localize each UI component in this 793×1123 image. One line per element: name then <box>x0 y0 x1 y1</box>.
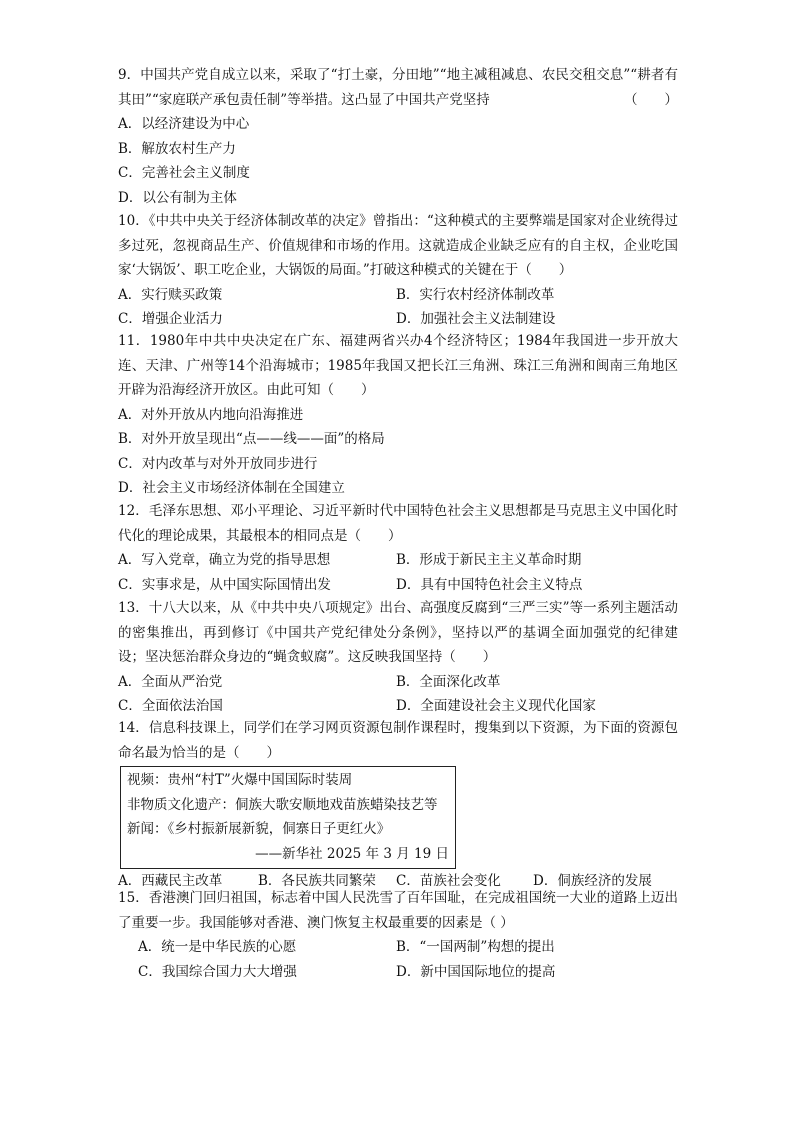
option-d: D．以公有制为主体 <box>118 189 237 206</box>
option-b: B．形成于新民主主义革命时期 <box>396 552 582 568</box>
option-d: D．全面建设社会主义现代化国家 <box>396 698 596 714</box>
option-b: B．实行农村经济体制改革 <box>396 286 555 303</box>
question-stem: 14．信息科技课上，同学们在学习网页资源包制作课程时，搜集到以下资源，为下面的资源包命名最为恰当的是（ ） <box>118 720 678 761</box>
question-14 <box>118 716 678 894</box>
question-stem: 9．中国共产党自成立以来，采取了“打土豪，分田地”“地主减租减息、农民交租交息”“耕者有其田”“家庭联产承包责任制”等举措。这凸显了中国共产党坚持 （ ） <box>118 63 678 112</box>
resource-box <box>120 766 456 869</box>
resource-line: 非物质文化遗产：侗族大歌安顺地戏苗族蜡染技艺等 <box>127 796 438 813</box>
option-d: D．加强社会主义法制建设 <box>396 311 556 327</box>
option-a: A．实行赎买政策 <box>118 286 223 303</box>
option-c: C．苗族社会变化 <box>396 873 501 889</box>
option-a: A．西藏民主改革 <box>118 873 223 889</box>
option-d: D．社会主义市场经济体制在全国建立 <box>118 480 345 496</box>
option-c: C．增强企业活力 <box>118 311 223 327</box>
option-c: C．我国综合国力大大增强 <box>138 963 297 980</box>
option-a: A．统一是中华民族的心愿 <box>138 939 297 955</box>
question-stem: 10．《中共中央关于经济体制改革的决定》曾指出：“这种模式的主要弊端是国家对企业统得过多过死，忽视商品生产、价值规律和市场的作用。这就造成企业缺乏应有的自主权，企业吃国家‘大锅饭’、职工吃企业，大锅饭的局面。”打破这种模式的关键在于（ ） <box>118 213 678 278</box>
question-13 <box>118 596 678 719</box>
option-b: B．全面深化改革 <box>396 673 501 690</box>
question-9 <box>118 63 678 210</box>
option-a: A．全面从严治党 <box>118 673 223 690</box>
option-b: B．对外开放呈现出“点——线——面”的格局 <box>118 431 385 447</box>
option-d: D．具有中国特色社会主义特点 <box>396 576 583 593</box>
option-a: A．写入党章，确立为党的指导思想 <box>118 552 331 568</box>
question-10 <box>118 209 678 332</box>
option-c: C．完善社会主义制度 <box>118 165 250 181</box>
question-stem: 13．十八大以来，从《中共中央八项规定》出台、高强度反腐到“三严三实”等一系列主题活动的密集推出，再到修订《中国共产党纪律处分条例》，坚持以严的基调全面加强党的纪律建设；坚决惩治群众身边的“蝇贪蚁腐”。这反映我国坚持（ ） <box>118 600 678 665</box>
option-c: C．全面依法治国 <box>118 698 223 714</box>
option-c: C．实事求是，从中国实际国情出发 <box>118 576 331 593</box>
option-a: A．以经济建设为中心 <box>118 116 250 132</box>
question-12 <box>118 499 678 597</box>
question-11 <box>118 329 678 501</box>
resource-line: 新闻：《乡村振新展新貌，侗寨日子更红火》 <box>127 821 391 837</box>
option-a: A．对外开放从内地向沿海推进 <box>118 406 304 423</box>
option-b: B．“一国两制”构想的提出 <box>396 939 555 955</box>
option-d: D．新中国国际地位的提高 <box>396 963 556 980</box>
option-d: D．侗族经济的发展 <box>533 873 652 889</box>
option-b: B．各民族共同繁荣 <box>258 873 376 889</box>
question-stem: 11．1980年中共中央决定在广东、福建两省兴办4个经济特区；1984年我国进一步开放大连、天津、广州等14个沿海城市；1985年我国又把长江三角洲、珠江三角洲和闽南三角地区开辟为沿海经济开放区。由此可知（ ） <box>118 333 678 398</box>
answer-parenthesis: （ ） <box>624 91 678 108</box>
resource-source: ——新华社 2025 年 3 月 19 日 <box>255 845 449 862</box>
option-b: B．解放农村生产力 <box>118 140 236 157</box>
question-stem: 12．毛泽东思想、邓小平理论、习近平新时代中国特色社会主义思想都是马克思主义中国化时代化的理论成果，其最根本的相同点是（ ） <box>118 503 678 544</box>
question-15 <box>118 886 678 984</box>
resource-line: 视频：贵州“村T”火爆中国国际时装周 <box>127 772 353 788</box>
option-c: C．对内改革与对外开放同步进行 <box>118 455 318 472</box>
question-stem: 15．香港澳门回归祖国，标志着中国人民洗雪了百年国耻，在完成祖国统一大业的道路上迈出了重要一步。我国能够对香港、澳门恢复主权最重要的因素是（ ） <box>118 890 678 931</box>
